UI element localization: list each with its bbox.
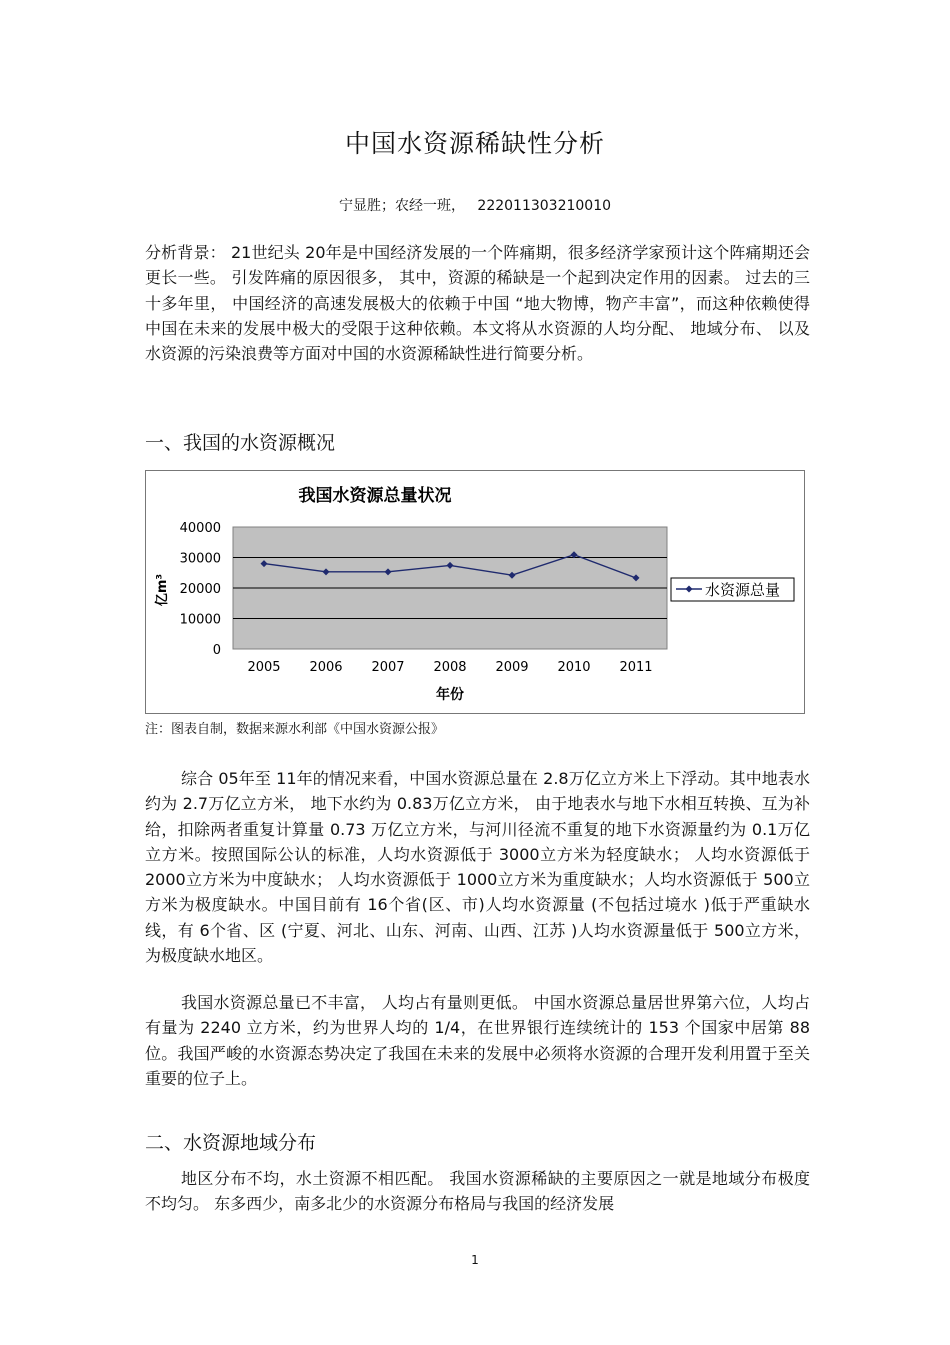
legend-label: 水资源总量	[705, 581, 781, 599]
section1-paragraph-2: 我国水资源总量已不丰富， 人均占有量则更低。 中国水资源总量居世界第六位，人均占有量为 2240 立方米，约为世界人均的 1/4，在世界银行连续统计的 153 个国家中居第 88 位。我国严峻的水资源态势决定了我国在未来的发展中必须将水资源的合理开发利用置于至关重要的位子上。	[145, 993, 810, 1088]
chart-legend	[671, 578, 794, 601]
x-tick-label: 2006	[309, 660, 343, 675]
y-tick-label: 40000	[179, 521, 221, 536]
y-tick-label: 10000	[179, 612, 221, 628]
y-tick-label: 0	[212, 643, 221, 658]
background-paragraph: 分析背景： 21世纪头 20年是中国经济发展的一个阵痛期，很多经济学家预计这个阵痛期还会更长一些。 引发阵痛的原因很多， 其中，资源的稀缺是一个起到决定作用的因素。 过去的三十多年里， 中国经济的高速发展极大的依赖于中国 “地大物博，物产丰富”，而这种依赖使得中国在未来的发展中极大的受限于这种依赖。本文将从水资源的人均分配、 地域分布、 以及水资源的污染浪费等方面对中国的水资源稀缺性进行简要分析。	[145, 243, 810, 364]
author-line	[0, 195, 950, 215]
x-axis-label: 年份	[436, 687, 464, 703]
section-heading-1: 一、我国的水资源概况	[145, 432, 336, 454]
section2-paragraph-1: 地区分布不均，水土资源不相匹配。 我国水资源稀缺的主要原因之一就是地域分布极度不均匀。 东多西少，南多北少的水资源分布格局与我国的经济发展	[145, 1169, 810, 1214]
x-tick-label: 2007	[371, 660, 405, 675]
x-tick-labels	[247, 660, 652, 675]
y-tick-label: 30000	[179, 551, 221, 567]
document-title: 中国水资源稀缺性分析	[344, 129, 605, 158]
x-tick-label: 2005	[247, 660, 281, 675]
author-name: 宁显胜；农经一班，	[338, 198, 465, 214]
x-tick-label: 2010	[557, 660, 591, 675]
section1-paragraph-1: 综合 05年至 11年的情况来看，中国水资源总量在 2.8万亿立方米上下浮动。其中地表水约为 2.7万亿立方米， 地下水约为 0.83万亿立方米， 由于地表水与地下水相互转换、互为补给，扣除两者重复计算量 0.73 万亿立方米，与河川径流不重复的地下水资源量约为 0.1万亿立方米。按照国际公认的标准，人均水资源低于 3000立方米为轻度缺水； 人均水资源低于 2000立方米为中度缺水； 人均水资源低于 1000立方米为重度缺水；人均水资源低于 500立方米为极度缺水。中国目前有 16个省(区、市)人均水资源量 (不包括过境水 )低于严重缺水线，有 6个省、区 (宁夏、河北、山东、河南、山西、江苏 )人均水资源量低于 500立方米，为极度缺水地区。	[145, 769, 810, 966]
chart-note: 注：图表自制，数据来源水利部《中国水资源公报》	[145, 722, 445, 737]
section-heading-2: 二、水资源地域分布	[145, 1132, 317, 1154]
water-resource-chart	[145, 470, 805, 714]
x-tick-label: 2008	[433, 660, 467, 675]
y-tick-label: 20000	[179, 582, 221, 597]
y-tick-labels	[180, 521, 221, 658]
chart-title: 我国水资源总量状况	[298, 486, 452, 506]
page-number: 1	[471, 1253, 479, 1267]
chart-canvas	[146, 471, 804, 713]
y-axis-label: 亿m³	[155, 573, 170, 607]
x-tick-label: 2011	[619, 660, 653, 675]
x-tick-label: 2009	[495, 660, 529, 675]
student-id: 222011303210010	[477, 198, 612, 214]
